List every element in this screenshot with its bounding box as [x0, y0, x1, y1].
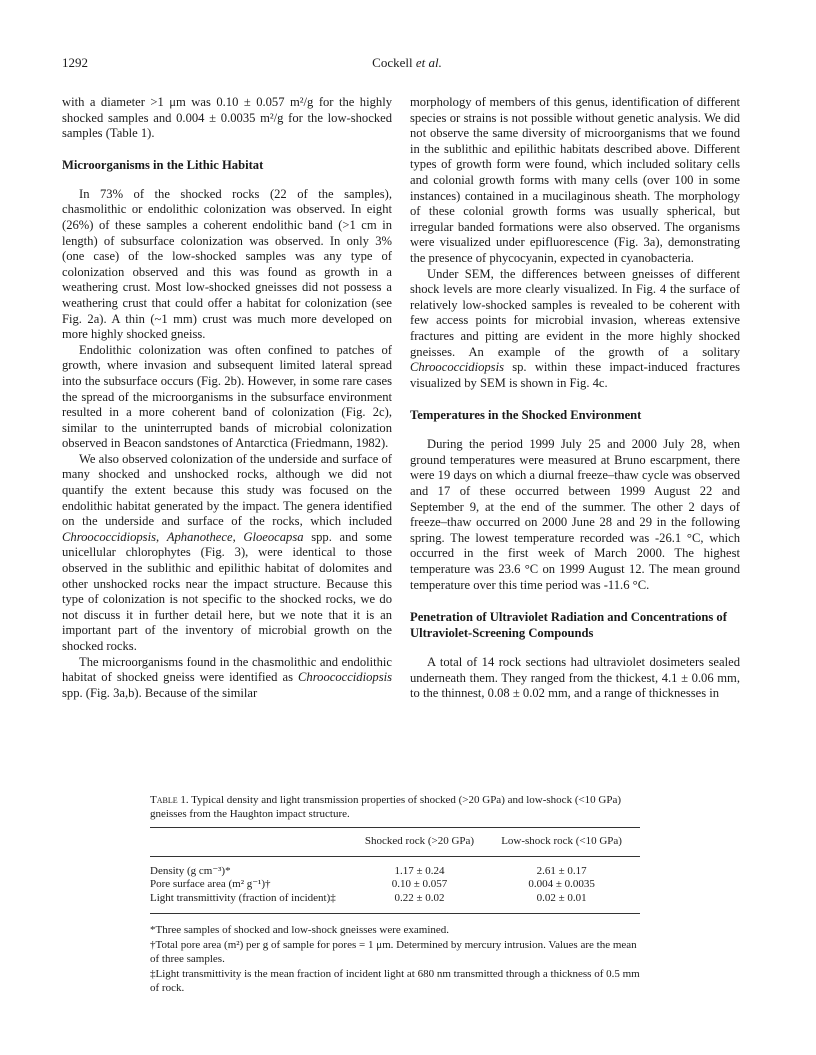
paragraph: The microorganisms found in the chasmolithic and endolithic habitat of shocked gneiss were identified as Chroococcidiopsis spp. (Fig. 3a,b). Because of the similar: [62, 654, 392, 700]
table-cell: Pore surface area (m² g⁻¹)†: [150, 878, 271, 890]
table-note: *Three samples of shocked and low-shock gneisses were examined.: [150, 924, 450, 936]
paragraph: In 73% of the shocked rocks (22 of the samples), chasmolithic or endolithic colonization was observed. In eight (26%) of these samples a coherent endolithic band (>1 cm in length) of subsurface colonization was observed. In only 3% (one case) of the low-shocked samples was any type of colonization observed and this was found as growth in a weathering crust. Most low-shocked gneisses did not possess a weathering crust that could offer a habitat for colonization (see Fig. 2a). A thin (~1 mm) crust was much more developed on more highly shocked gneiss.: [62, 186, 392, 342]
paragraph: A total of 14 rock sections had ultraviolet dosimeters sealed underneath them. They ranged from the thickest, 4.1 ± 0.06 mm, to the thinnest, 0.08 ± 0.02 mm, and a range of thicknesses in: [410, 655, 740, 701]
table-row: [150, 856, 640, 878]
table-cell: 0.02 ± 0.01: [536, 891, 587, 904]
page-number: 1292: [62, 55, 88, 70]
table-cell: 1.17 ± 0.24: [394, 864, 445, 877]
table-row: [150, 878, 640, 892]
right-column: [410, 95, 740, 702]
table-1: [150, 794, 640, 996]
table-row: [150, 892, 640, 914]
column-header: Low-shock rock (<10 GPa): [501, 835, 622, 847]
section-heading: Temperatures in the Shocked Environment: [410, 408, 642, 423]
table-cell: Density (g cm⁻³)*: [150, 864, 231, 877]
table-cell: 2.61 ± 0.17: [536, 864, 587, 877]
table-header-row: [150, 828, 640, 856]
table-cell: 0.22 ± 0.02: [394, 891, 445, 904]
table-cell: 0.10 ± 0.057: [391, 878, 448, 890]
left-column: [62, 95, 392, 701]
table-cell: 0.004 ± 0.0035: [528, 878, 595, 890]
paragraph: We also observed colonization of the underside and surface of many shocked and unshocked rocks, although we did not quantify the extent because this study was focused on the endolithic habitat generated by the impact. The genera identified on the underside and surface of the rocks, which included Chroococcidiopsis, Aphanothece, Gloeocapsa spp. and some unicellular chlorophytes (Fig. 3), were identical to those observed in the sublithic and epilithic habitat of dolomites and other unshocked rocks near the impact structure. Because this type of colonization is not specific to the shocked rocks, we do not discuss it in further detail here, but we note that it is an important part of the inventory of microbial growth on the shocked rocks.: [62, 451, 393, 653]
table-caption: Table 1. Typical density and light transmission properties of shocked (>20 GPa) and low-shock (<10 GPa) gneisses from the Haughton impact structure.: [150, 794, 622, 820]
section-heading: Penetration of Ultraviolet Radiation and Concentrations of Ultraviolet-Screening Compounds: [410, 610, 727, 641]
table-note: ‡Light transmittivity is the mean fraction of incident light at 680 nm transmitted through a thickness of 0.5 mm of rock.: [150, 967, 640, 995]
paragraph: Under SEM, the differences between gneisses of different shock levels are more clearly visualized. In Fig. 4 the surface of relatively low-shocked samples is revealed to be coherent with few access points for microbial invasion, whereas extensive fractures and pitting are evident in the more highly shocked gneisses. An example of the growth of a solitary Chroococcidiopsis sp. within these impact-induced fractures visualized by SEM is shown in Fig. 4c.: [410, 266, 740, 390]
column-header: [150, 828, 356, 856]
paragraph: During the period 1999 July 25 and 2000 July 28, when ground temperatures were measured at Bruno escarpment, there were 19 days on which a diurnal freeze–thaw cycle was observed and 17 of these occurred between 1999 August 22 and September 9, at the end of the summer. The other 2 days of freeze–thaw occurred on 2000 June 28 and 29 in the following spring. The lowest temperature recorded was -26.1 °C, which occurred in the first week of March 2000. The highest temperature was 23.6 °C on 1999 August 12. The mean ground temperature over this time period was -11.6 °C.: [410, 437, 740, 592]
section-heading: Microorganisms in the Lithic Habitat: [62, 157, 264, 172]
table-notes: [150, 923, 640, 996]
table-note: †Total pore area (m²) per g of sample for pores = 1 μm. Determined by mercury intrusion. Values are the mean of three samples.: [150, 938, 637, 966]
column-header: Shocked rock (>20 GPa): [364, 835, 475, 847]
paragraph: Endolithic colonization was often confined to patches of growth, where invasion and subsequent limited lateral spread into the subsurface occurs (Fig. 2b). However, in some rare cases the spread of the microorganisms in the subsurface environment resulted in a more coherent band of colonization (Fig. 2c), similar to the uninterrupted bands of microbial colonization observed in Beacon sandstones of Antarctica (Friedmann, 1982).: [62, 342, 392, 451]
paragraph: with a diameter >1 μm was 0.10 ± 0.057 m²/g for the highly shocked samples and 0.004 ± 0.0035 m²/g for the low-shocked samples (Table 1).: [62, 95, 392, 141]
paragraph: morphology of members of this genus, identification of different species or strains is not possible without genetic analysis. We did not observe the same diversity of microorganisms that we found in the sublithic and epilithic habitats described above. Different types of growth form were found, which included solitary cells and colonial growth forms with many cells (over 100 in some instances) contained in a mucilaginous sheath. The morphology of these colonial growth forms was usually spherical, but irregular banded formations were also observed. The organisms were visualized under epifluorescence (Fig. 3a), demonstrating the presence of phycocyanin, expected in cyanobacteria.: [410, 95, 740, 265]
data-table: [150, 828, 640, 914]
table-cell: Light transmittivity (fraction of incident)‡: [150, 891, 336, 904]
running-title: Cockell et al.: [372, 55, 442, 70]
